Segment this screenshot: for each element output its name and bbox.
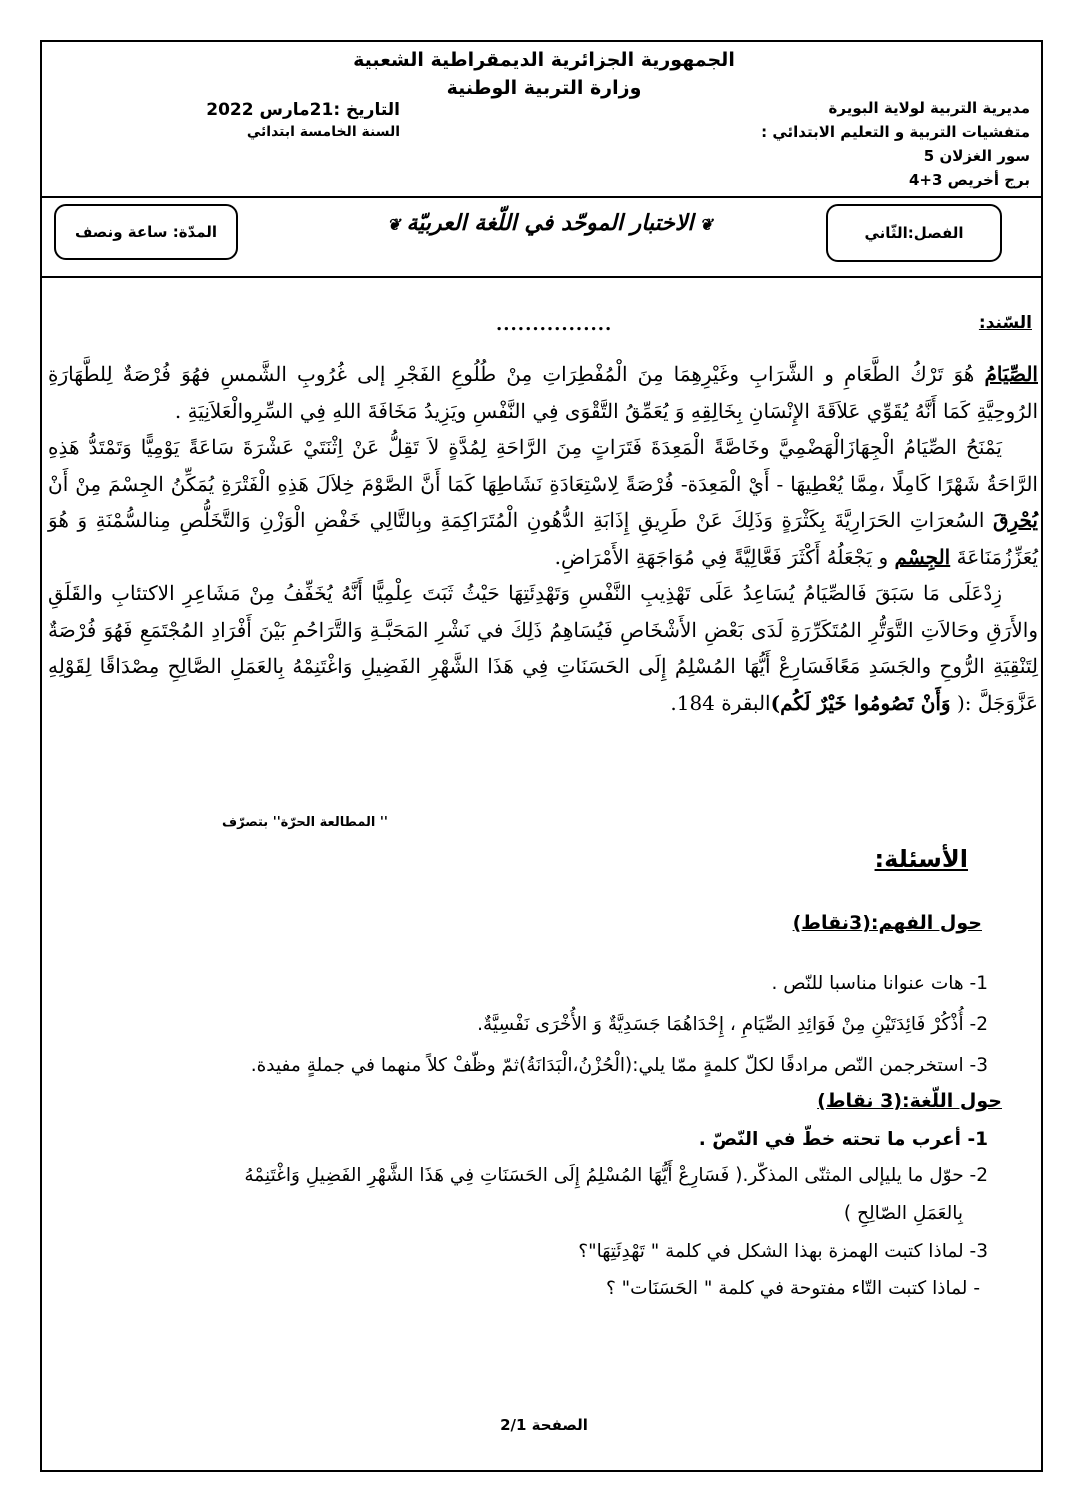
term-label: الفصل:الثّاني — [864, 224, 964, 242]
duration-box — [54, 204, 238, 260]
language-heading: حول اللّغة:(3 نقاط) — [817, 1090, 1002, 1112]
official-header — [0, 46, 1088, 102]
ornament-icon: ❦ — [699, 215, 713, 234]
page-number: الصفحة 2/1 — [500, 1416, 588, 1434]
questions-title: الأسئلة: — [874, 845, 968, 873]
duration-label: المدّة: ساعة ونصف — [74, 223, 218, 241]
quran-reference: البقرة 184. — [670, 690, 771, 715]
question-item: - لماذا كتبت التّاء مفتوحة في كلمة " الحَسَنَات" ؟ — [605, 1278, 980, 1299]
grade-level: السنة الخامسة ابتدائي — [246, 124, 400, 140]
ministry-name: وزارة التربية الوطنية — [446, 77, 642, 99]
inspectorate: متفشيات التربية و التعليم الابتدائي : — [761, 123, 1030, 141]
question-item: 2- حوّل ما يليإلى المثنّى المذكّر.( فَسَارِعْ أَيُّهَا المُسْلِمُ إِلَى الحَسَنَاتِ فِي هَذَا الشَّهْرِ الفَضِيلِ وَاغْتَنِمْهُ — [244, 1165, 988, 1186]
republic-name: الجمهورية الجزائرية الديمقراطية الشعبية — [353, 49, 735, 71]
reading-text — [48, 356, 1038, 721]
underlined-word: يُحْرِقَ — [992, 508, 1038, 532]
quran-quote: وَأَنْ تَصُومُوا خَيْرٌ لَكُم) — [770, 690, 951, 715]
exam-title — [300, 210, 800, 236]
paragraph-1: الصِّيَامُ هُوَ تَرْكُ الطَّعَامِ و الشَّرَابِ وغَيْرِهِمَا مِنَ الْمُفْطِرَاتِ مِنْ طُلُوعِ الفَجْرِ إلى غُرُوبِ الشَّمسِ فهُوَ فُرْصَةٌ لِلطَّهَارَةِ الرُوحِيَّةِ كَمَا أَنَّهُ يُقَوِّي عَلاَقَةَ الإِنْسَانِ بِخَالِقِهِ وَ يُعَمِّقُ التَّقْوَى فِي النَّفْسِ ويَزِيدُ مَخَافَةَ اللهِ فِي السِّرِوالْعَلاَنِيَةِ . — [48, 362, 1038, 423]
comprehension-heading: حول الفهم:(3نقاط) — [792, 912, 982, 934]
directorate: مديرية التربية لولاية البويرة — [828, 99, 1030, 117]
term-box — [826, 204, 1002, 262]
text-title-placeholder: ................ — [496, 314, 613, 335]
institution-block — [560, 96, 1030, 192]
title-divider — [42, 276, 1041, 278]
paragraph-2: يَمْنَحُ الصِّيَامُ الْجِهَازَالْهَضْمِيَّ وخَاصَّةً الْمَعِدَةَ فَتَرَاتٍ مِنَ الرَّاحَةِ لِمُدَّةٍ لاَ تَقِلُّ عَنْ اِثْنَتَيْ عَشْرَةَ سَاعَةً يَوْمِيًّا وَتَمْتَدُّ هَذِهِ الرَّاحَةُ شَهْرًا كَامِلًا ،مِمَّا يُعْطِيهَا - أَيْ الْمَعِدَة- فُرْصَةً لِاسْتِعَادَةِ نَشَاطِهَا كَمَا أَنَّ الصَّوْمَ خِلاَلَ هَذِهِ الْفَتْرَةِ يُمَكِّنُ الجِسْمَ مِنْ أَنْ يُحْرِقَ السُعرَاتِ الحَرَارِيَّةَ بِكَثْرَةٍ وَذَلِكَ عَنْ طَرِيقِ إِذَابَةِ الدُّهُونِ الْمُتَرَاكِمَةِ وبِالتَّالِي خَفْضِ الْوَزْنِ وَالتَّخَلُّصِ مِنالسُّمْنَةِ وَ هُوَ يُعَزِّزُمَنَاعَةَ الجِسْم و يَجْعَلُهُ أَكْثَرَ فَعَّالِيَّةً فِي مُوَاجَهَةِ الأَمْرَاضِ. — [48, 435, 1038, 569]
header-divider — [42, 196, 1041, 198]
exam-date: التاريخ :21مارس 2022 — [206, 100, 400, 120]
date-block — [100, 98, 400, 142]
text-label: السّند: — [978, 313, 1032, 333]
ornament-icon: ❦ — [387, 215, 401, 234]
question-item: 1- أعرب ما تحته خطّ في النّصّ . — [698, 1129, 988, 1150]
question-item-continuation: بِالعَمَلِ الصّالِحِ ) — [843, 1203, 963, 1224]
question-item: 1- هات عنوانا مناسبا للنّص . — [771, 973, 988, 994]
question-item: 2- أُذْكُرْ فَائِدَتَيْنِ مِنْ فَوَائِدِ الصِّيَامِ ، إِحْدَاهُمَا جَسَدِيَّةٌ وَ الأُخْرَى نَفْسِيَّةٌ. — [477, 1014, 988, 1035]
question-item: 3- لماذا كتبت الهمزة بهذا الشكل في كلمة " تَهْدِئَتِهَا"؟ — [578, 1241, 988, 1262]
paragraph-3: زِدْعَلَى مَا سَبَقَ فَالصِّيَامُ يُسَاعِدُ عَلَى تَهْذِيبِ النَّفْسِ وَتَهْدِئَتِهَا حَيْثُ ثَبَتَ عِلْمِيًّا أَنَّهُ يُخَفِّفُ مِنْ مَشَاعِرِ الاكتئابِ والقَلَقِ والأَرَقِ وحَالاَتِ التَّوَتُّرِ المُتَكَرِّرَةِ لَدَى بَعْضِ الأَشْخَاصِ فَيُسَاهِمُ ذَلِكَ في نَشْرِ المَحَبَّـةِ وَالتَّرَاحُمِ بَيْنَ أَفْرَادِ المُجْتَمَعِ فَهُوَ فُرْصَةٌ لِتَنْقِيَةِ الرُّوحِ والجَسَدِ مَعًافَسَارِعْ أَيُّهَا المُسْلِمُ إِلَى الحَسَنَاتِ فِي هَذَا الشَّهْرِ الفَضِيلِ وَاغْتَنِمْهُ بِالعَمَلِ الصَّالِحِ مِصْدَاقًا لِقَوْلِهِ عَزَّوَجَلَّ :( وَأَنْ تَصُومُوا خَيْرٌ لَكُم)البقرة 184. — [48, 581, 1038, 715]
exam-title-text: الاختبار الموحّد في اللّغة العربيّة — [406, 210, 694, 236]
text-source: '' المطالعة الحرّة'' بتصرّف — [222, 815, 388, 830]
underlined-word: الصِّيَامُ — [984, 362, 1038, 386]
underlined-word: الجِسْم — [894, 544, 951, 569]
school-2: برج أخريص 3+4 — [908, 171, 1030, 189]
school-1: سور الغزلان 5 — [923, 147, 1030, 165]
question-item: 3- استخرجمن النّص مرادفًا لكلّ كلمةٍ ممّا يلي:(الْحُزْنُ،الْبَدَانَةُ)ثمّ وظّفْ كلاً منهما في جملةٍ مفيدة. — [250, 1055, 988, 1076]
